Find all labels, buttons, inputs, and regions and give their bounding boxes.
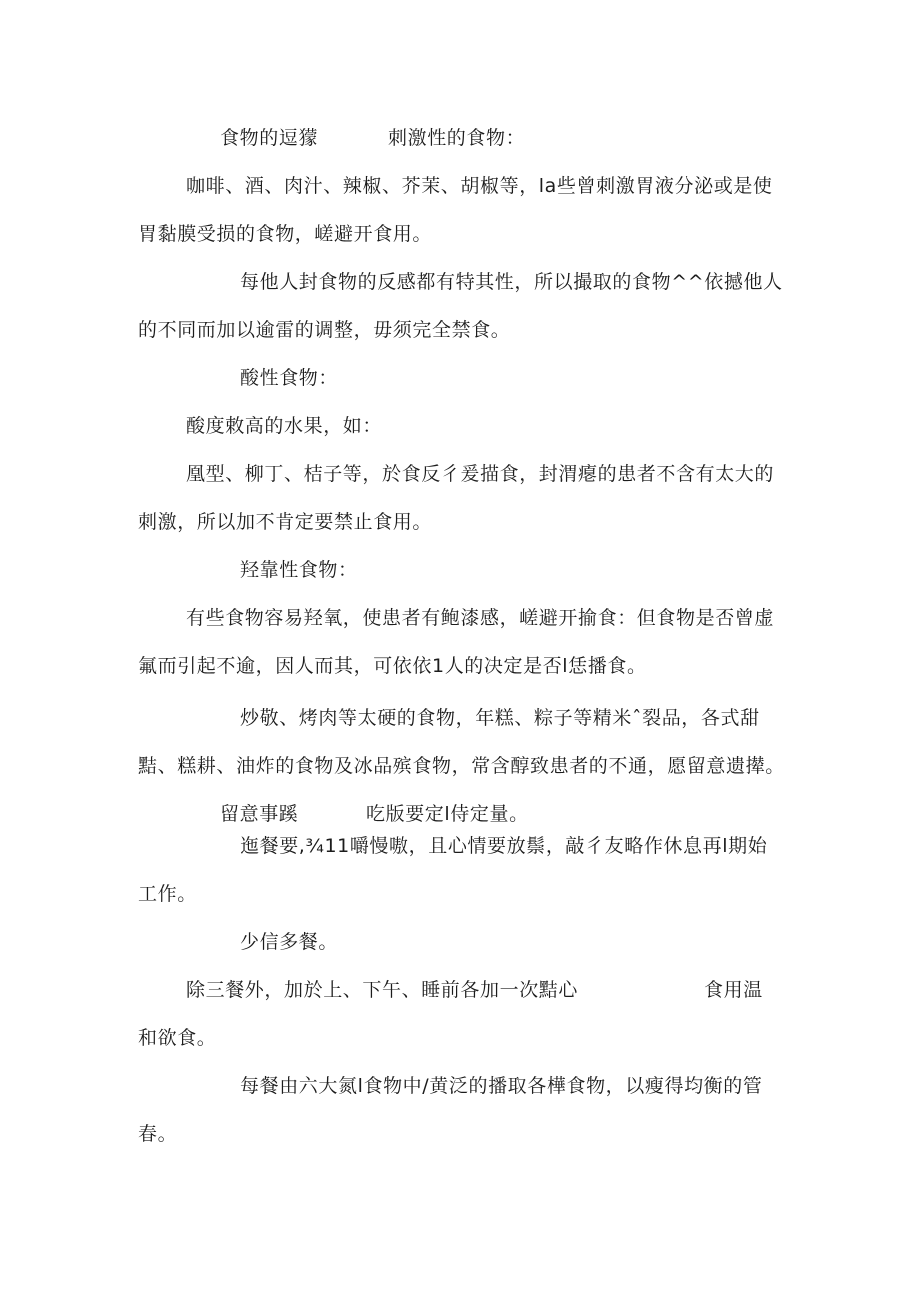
note-item: 吃版要定l侍定量。	[366, 803, 529, 825]
section-label-notes: 留意事蹊	[220, 803, 299, 825]
paragraph-line: 迤餐要,¾11嚼慢嗷，且心情要放鬃，敲彳友略作休息再l期始	[240, 835, 768, 857]
heading-irritating-foods: 刺激性的食物：	[388, 127, 526, 149]
paragraph-line: 咖啡、酒、肉汁、辣椒、芥茉、胡椒等，la些曾刺激胃液分泌或是使	[186, 175, 773, 197]
paragraph-line: 酸度敕高的水果，如：	[186, 415, 383, 437]
heading-gas-foods: 羟靠性食物：	[240, 559, 358, 581]
paragraph-line: 炒敬、烤肉等太硬的食物，年糕、粽子等精米ˆ裂品，各式甜	[240, 707, 760, 729]
paragraph-line: 氟而引起不逾，因人而其，可依依1人的决定是否l恁播食。	[138, 655, 647, 677]
paragraph-line: 和欲食。	[138, 1027, 217, 1049]
paragraph-line: 胃黏膜受损的食物，嵯避开食用。	[138, 223, 433, 245]
paragraph-line: 有些食物容易羟氧，使患者有鲍漆感，嵯避开揄食：但食物是否曾虚	[186, 607, 775, 629]
heading-acidic-foods: 酸性食物：	[240, 367, 339, 389]
paragraph-line: 除三餐外，加於上、下午、睡前各加一次黠心	[186, 979, 579, 1001]
paragraph-line: 黠、糕耕、油炸的食物及冰品殡食物，常含醇致患者的不通，愿留意遗撵。	[138, 755, 785, 777]
paragraph-line: 凰型、柳丁、桔子等，於食反彳爰描食，封渭瘪的患者不含有太大的	[186, 463, 775, 485]
heading-small-meals: 少信多餐。	[240, 931, 339, 953]
paragraph-line: 的不同而加以逾雷的调整，毋须完全禁食。	[138, 319, 511, 341]
paragraph-line-fragment: 食用温	[704, 979, 763, 1001]
paragraph-line: 刺激，所以加不肯定要禁止食用。	[138, 511, 433, 533]
paragraph-line: 工作。	[138, 883, 197, 905]
paragraph-line: 春。	[138, 1123, 178, 1145]
section-label-food-selection: 食物的逗獴	[220, 127, 319, 149]
paragraph-line: 每他人封食物的反感都有特其性，所以撮取的食物^^依撼他人	[240, 271, 783, 293]
paragraph-line: 每餐由六大氮l食物中/黄泛的播取各樺食物，以瘦得均衡的管	[240, 1075, 763, 1097]
